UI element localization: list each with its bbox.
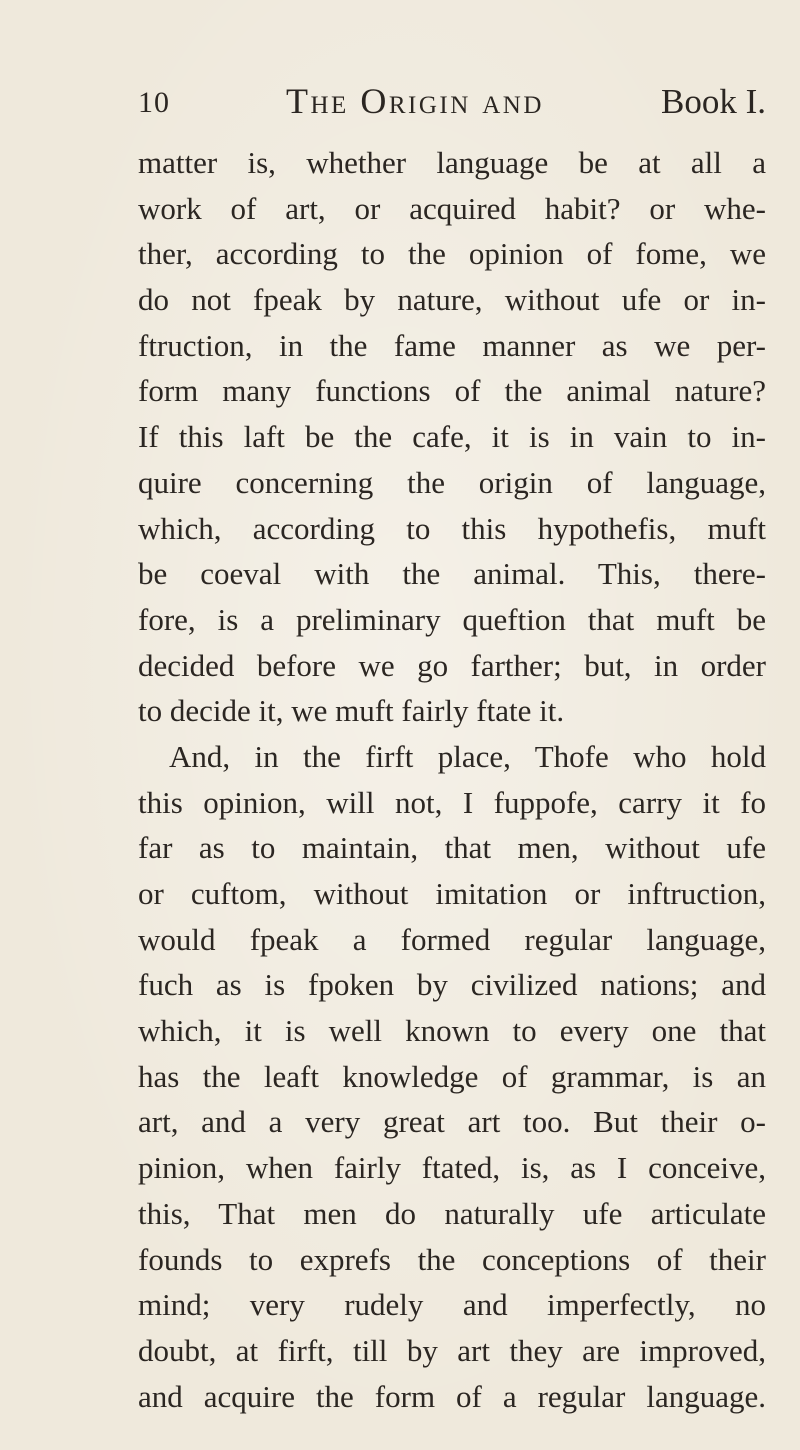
text-line: decided before we go farther; but, in order — [138, 647, 766, 683]
text-line: art, and a very great art too. But their o- — [138, 1104, 766, 1140]
text-line: work of art, or acquired habit? or whe- — [138, 190, 766, 226]
text-line: which, according to this hypothefis, muft — [138, 510, 766, 546]
text-line: be coeval with the animal. This, there- — [138, 556, 766, 592]
text-line: And, in the firft place, Thofe who hold — [169, 738, 766, 774]
text-line: If this laft be the cafe, it is in vain to in- — [138, 419, 766, 455]
text-line: do not fpeak by nature, without ufe or in- — [138, 282, 766, 318]
body-text — [138, 140, 766, 1419]
book-label: Book I. — [661, 82, 766, 121]
text-line: doubt, at firft, till by art they are improved, — [138, 1332, 766, 1368]
text-line: which, it is well known to every one that — [138, 1013, 766, 1049]
text-line: ther, according to the opinion of fome, we — [138, 236, 766, 272]
text-line: or cuftom, without imitation or inftruction, — [138, 876, 766, 911]
page-number: 10 — [138, 86, 170, 119]
text-line: this opinion, will not, I fuppofe, carry it fo — [138, 784, 766, 820]
text-line: would fpeak a formed regular language, — [138, 921, 766, 957]
text-line: pinion, when fairly ftated, is, as I conceive, — [138, 1150, 766, 1186]
text-line: ftruction, in the fame manner as we per- — [138, 327, 766, 363]
text-line: fore, is a preliminary queftion that muft be — [138, 601, 766, 637]
text-line: founds to exprefs the conceptions of their — [138, 1241, 766, 1277]
text-line: this, That men do naturally ufe articulate — [138, 1195, 766, 1231]
page-header — [138, 80, 766, 130]
text-line: quire concerning the origin of language, — [138, 464, 766, 500]
text-line: matter is, whether language be at all a — [138, 145, 766, 180]
text-line: mind; very rudely and imperfectly, no — [138, 1287, 766, 1323]
text-line: far as to maintain, that men, without ufe — [138, 830, 766, 866]
text-line: fuch as is fpoken by civilized nations; and — [138, 967, 766, 1003]
text-line: form many functions of the animal nature? — [138, 373, 766, 409]
text-line: has the leaft knowledge of grammar, is an — [138, 1058, 766, 1094]
text-line: and acquire the form of a regular language. — [138, 1378, 766, 1414]
text-line: to decide it, we muft fairly ftate it. — [138, 693, 565, 729]
running-title: The Origin and — [286, 81, 544, 121]
